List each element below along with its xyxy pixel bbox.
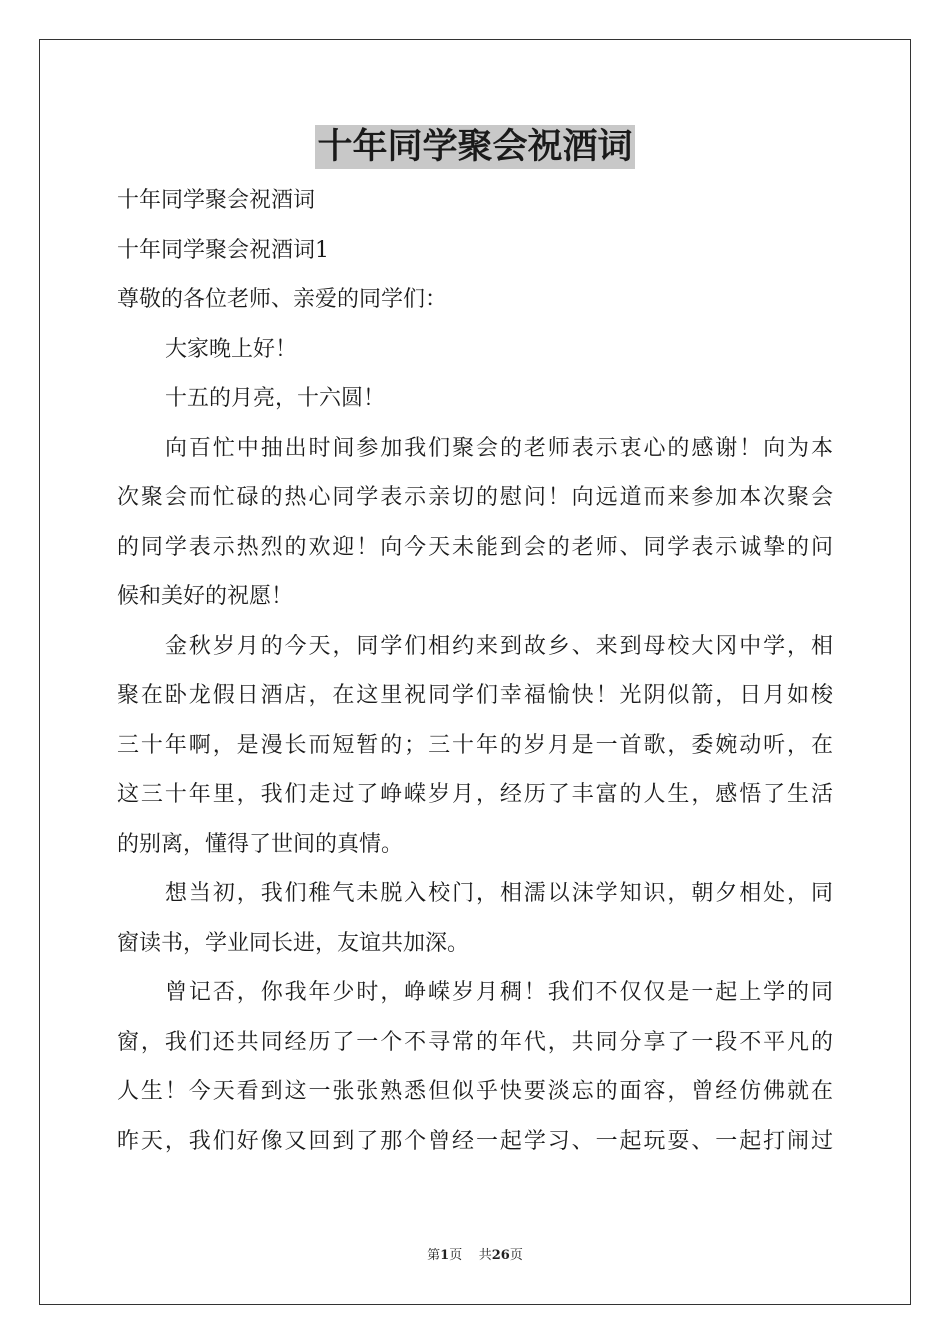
page-footer <box>0 1247 950 1265</box>
body-line: 昨天，我们好像又回到了那个曾经一起学习、一起玩耍、一起打闹过 <box>117 1128 833 1154</box>
body-line: 十年同学聚会祝酒词 <box>117 188 316 213</box>
body-line: 向百忙中抽出时间参加我们聚会的老师表示衷心的感谢！向为本 <box>165 435 833 461</box>
body-line: 十五的月亮，十六圆！ <box>165 386 386 411</box>
body-line: 的同学表示热烈的欢迎！向今天未能到会的老师、同学表示诚挚的问 <box>117 534 833 560</box>
body-line: 大家晚上好！ <box>165 336 298 362</box>
title-container <box>0 125 950 169</box>
body-line: 的别离，懂得了世间的真情。 <box>117 831 404 857</box>
body-line: 窗，我们还共同经历了一个不寻常的年代，共同分享了一段不平凡的 <box>117 1029 833 1055</box>
body-line: 金秋岁月的今天，同学们相约来到故乡、来到母校大冈中学，相 <box>165 633 833 659</box>
body-line: 想当初，我们稚气未脱入校门，相濡以沫学知识，朝夕相处，同 <box>165 881 833 906</box>
page-suffix: 页 <box>449 1248 463 1263</box>
page-total: 26 <box>491 1248 510 1263</box>
body-line: 窗读书，学业同长进，友谊共加深。 <box>117 930 470 956</box>
body-line: 人生！今天看到这一张张熟悉但似乎快要淡忘的面容，曾经仿佛就在 <box>117 1079 833 1104</box>
body-line: 曾记否，你我年少时，峥嵘岁月稠！我们不仅仅是一起上学的同 <box>165 980 833 1005</box>
body-line: 这三十年里，我们走过了峥嵘岁月，经历了丰富的人生，感悟了生活 <box>117 782 833 807</box>
page-prefix: 第 <box>427 1248 441 1263</box>
total-prefix: 共 <box>478 1248 492 1263</box>
body-line: 聚在卧龙假日酒店，在这里祝同学们幸福愉快！光阴似箭，日月如梭 <box>117 683 833 708</box>
page-current: 1 <box>440 1248 450 1263</box>
body-line: 十年同学聚会祝酒词1 <box>117 237 329 263</box>
document-title: 十年同学聚会祝酒词 <box>317 126 633 167</box>
document-body <box>117 176 833 1166</box>
body-line: 尊敬的各位老师、亲爱的同学们： <box>117 287 448 312</box>
body-line: 三十年啊，是漫长而短暂的；三十年的岁月是一首歌，委婉动听，在 <box>117 732 833 758</box>
body-line: 次聚会而忙碌的热心同学表示亲切的慰问！向远道而来参加本次聚会 <box>117 485 833 510</box>
body-line: 候和美好的祝愿！ <box>117 584 294 609</box>
total-suffix: 页 <box>509 1248 523 1263</box>
